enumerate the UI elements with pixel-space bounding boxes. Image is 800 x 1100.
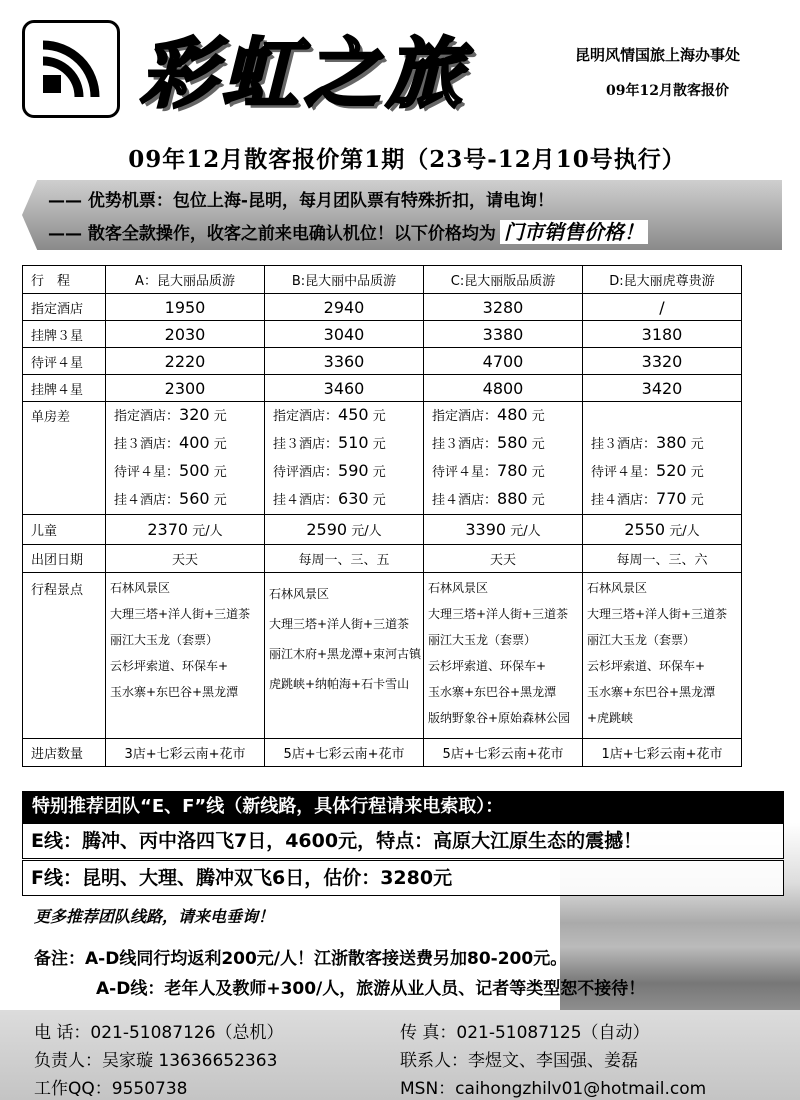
child-price-cell: 3390 元/人 xyxy=(424,515,583,545)
price-cell: 1950 xyxy=(106,294,265,321)
ad-line-payment-text: —— 散客全款操作，收客之前来电确认机位！以下价格均为 xyxy=(48,224,496,244)
shops-cell: 1店+七彩云南+花市 xyxy=(583,739,742,767)
price-cell: 3360 xyxy=(265,348,424,375)
itinerary-row xyxy=(23,573,742,739)
row-label: 指定酒店 xyxy=(23,294,106,321)
rainbow-tour-logo xyxy=(22,20,120,118)
single-room-cell-d: 挂３酒店：380 元 待评４星：520 元 挂４酒店：770 元 xyxy=(583,402,742,515)
more-routes-note: 更多推荐团队线路，请来电垂询！ xyxy=(34,907,275,926)
row-label: 单房差 xyxy=(23,402,106,515)
contact-footer xyxy=(0,1010,800,1100)
column-header-b: B:昆大丽中品质游 xyxy=(265,266,424,294)
table-row xyxy=(23,294,742,321)
shops-row xyxy=(23,739,742,767)
price-cell: 4700 xyxy=(424,348,583,375)
departure-cell: 每周一、三、五 xyxy=(265,545,424,573)
contact-persons: 联系人：李煜文、李国强、姜磊 xyxy=(400,1051,638,1071)
remark-line-1: 备注：A-D线同行均返利200元/人！江浙散客接送费另加80-200元。 xyxy=(34,949,568,969)
price-cell: / xyxy=(583,294,742,321)
itinerary-cell-b: 石林风景区 大理三塔+洋人街+三道茶 丽江木府+黑龙潭+束河古镇 虎跳峡+纳帕海+石卡雪山 xyxy=(265,573,424,739)
price-cell: 3420 xyxy=(583,375,742,402)
price-cell: 2030 xyxy=(106,321,265,348)
signal-arc-icon xyxy=(39,37,103,101)
itinerary-cell-d: 石林风景区 大理三塔+洋人街+三道茶 丽江大玉龙（套票） 云杉坪索道、环保车+ 玉水寨+东巴谷+黑龙潭 +虎跳峡 xyxy=(583,573,742,739)
manager-contact: 负责人：吴家璇 13636652363 xyxy=(34,1051,278,1071)
fax-number: 传 真：021-51087125（自动） xyxy=(400,1023,650,1043)
promo-title: 特别推荐团队“E、F”线（新线路，具体行程请来电索取）： xyxy=(22,791,784,823)
column-header-c: C:昆大丽版品质游 xyxy=(424,266,583,294)
phone-number: 电 话：021-51087126（总机） xyxy=(34,1023,284,1043)
departure-row xyxy=(23,545,742,573)
price-cell: 3380 xyxy=(424,321,583,348)
child-price-cell: 2550 元/人 xyxy=(583,515,742,545)
single-room-row xyxy=(23,402,742,515)
row-label: 待评４星 xyxy=(23,348,106,375)
child-price-row xyxy=(23,515,742,545)
column-header-a: A：昆大丽品质游 xyxy=(106,266,265,294)
price-cell: 3320 xyxy=(583,348,742,375)
departure-cell: 天天 xyxy=(106,545,265,573)
departure-cell: 天天 xyxy=(424,545,583,573)
page-title: 09年12月散客报价第1期（23号-12月10号执行） xyxy=(128,146,686,173)
table-row xyxy=(23,348,742,375)
price-cell: 4800 xyxy=(424,375,583,402)
row-label: 挂牌３星 xyxy=(23,321,106,348)
departure-cell: 每周一、三、六 xyxy=(583,545,742,573)
remark-line-2: A-D线：老年人及教师+300/人，旅游从业人员、记者等类型恕不接待！ xyxy=(96,979,646,999)
shops-cell: 5店+七彩云南+花市 xyxy=(424,739,583,767)
row-label: 行程景点 xyxy=(23,573,106,739)
child-price-cell: 2590 元/人 xyxy=(265,515,424,545)
row-label: 进店数量 xyxy=(23,739,106,767)
shops-cell: 3店+七彩云南+花市 xyxy=(106,739,265,767)
price-cell: 2300 xyxy=(106,375,265,402)
e-line-offer: E线：腾冲、丙中洛四飞7日，4600元，特点：高原大江原生态的震撼！ xyxy=(22,823,784,859)
msn-account: MSN：caihongzhilv01@hotmail.com xyxy=(400,1079,707,1099)
row-label: 挂牌４星 xyxy=(23,375,106,402)
header-label: 行 程 xyxy=(23,266,106,294)
price-cell: 3460 xyxy=(265,375,424,402)
price-cell: 3280 xyxy=(424,294,583,321)
column-header-d: D:昆大丽虎尊贵游 xyxy=(583,266,742,294)
agency-name: 昆明风情国旅上海办事处 xyxy=(575,46,741,64)
row-label: 儿童 xyxy=(23,515,106,545)
single-room-cell-c: 指定酒店：480 元 挂３酒店：580 元 待评４星：780 元 挂４酒店：880 元 xyxy=(424,402,583,515)
table-row xyxy=(23,375,742,402)
table-header-row xyxy=(23,266,742,294)
price-table xyxy=(22,265,742,767)
price-cell: 3040 xyxy=(265,321,424,348)
single-room-cell-b: 指定酒店：450 元 挂３酒店：510 元 待评酒店：590 元 挂４酒店：630 元 xyxy=(265,402,424,515)
ad-line-flights: —— 优势机票：包位上海-昆明，每月团队票有特殊折扣，请电询！ xyxy=(48,191,554,211)
price-cell: 2940 xyxy=(265,294,424,321)
price-cell: 3180 xyxy=(583,321,742,348)
work-qq: 工作QQ：9550738 xyxy=(34,1079,188,1099)
single-room-cell-a: 指定酒店：320 元 挂３酒店：400 元 待评４星：500 元 挂４酒店：560 元 xyxy=(106,402,265,515)
price-cell: 2220 xyxy=(106,348,265,375)
table-row xyxy=(23,321,742,348)
ad-line-payment xyxy=(48,216,648,245)
itinerary-cell-c: 石林风景区 大理三塔+洋人街+三道茶 丽江大玉龙（套票） 云杉坪索道、环保车+ 玉水寨+东巴谷+黑龙潭 版纳野象谷+原始森林公园 xyxy=(424,573,583,739)
header-subtitle: 09年12月散客报价 xyxy=(606,83,729,99)
itinerary-cell-a: 石林风景区 大理三塔+洋人街+三道茶 丽江大玉龙（套票） 云杉坪索道、环保车+ 玉水寨+东巴谷+黑龙潭 xyxy=(106,573,265,739)
brand-title: 彩虹之旅 xyxy=(140,29,468,118)
child-price-cell: 2370 元/人 xyxy=(106,515,265,545)
f-line-offer: F线：昆明、大理、腾冲双飞6日，估价：3280元 xyxy=(22,860,784,896)
shops-cell: 5店+七彩云南+花市 xyxy=(265,739,424,767)
row-label: 出团日期 xyxy=(23,545,106,573)
retail-price-emphasis: 门市销售价格！ xyxy=(500,220,648,244)
